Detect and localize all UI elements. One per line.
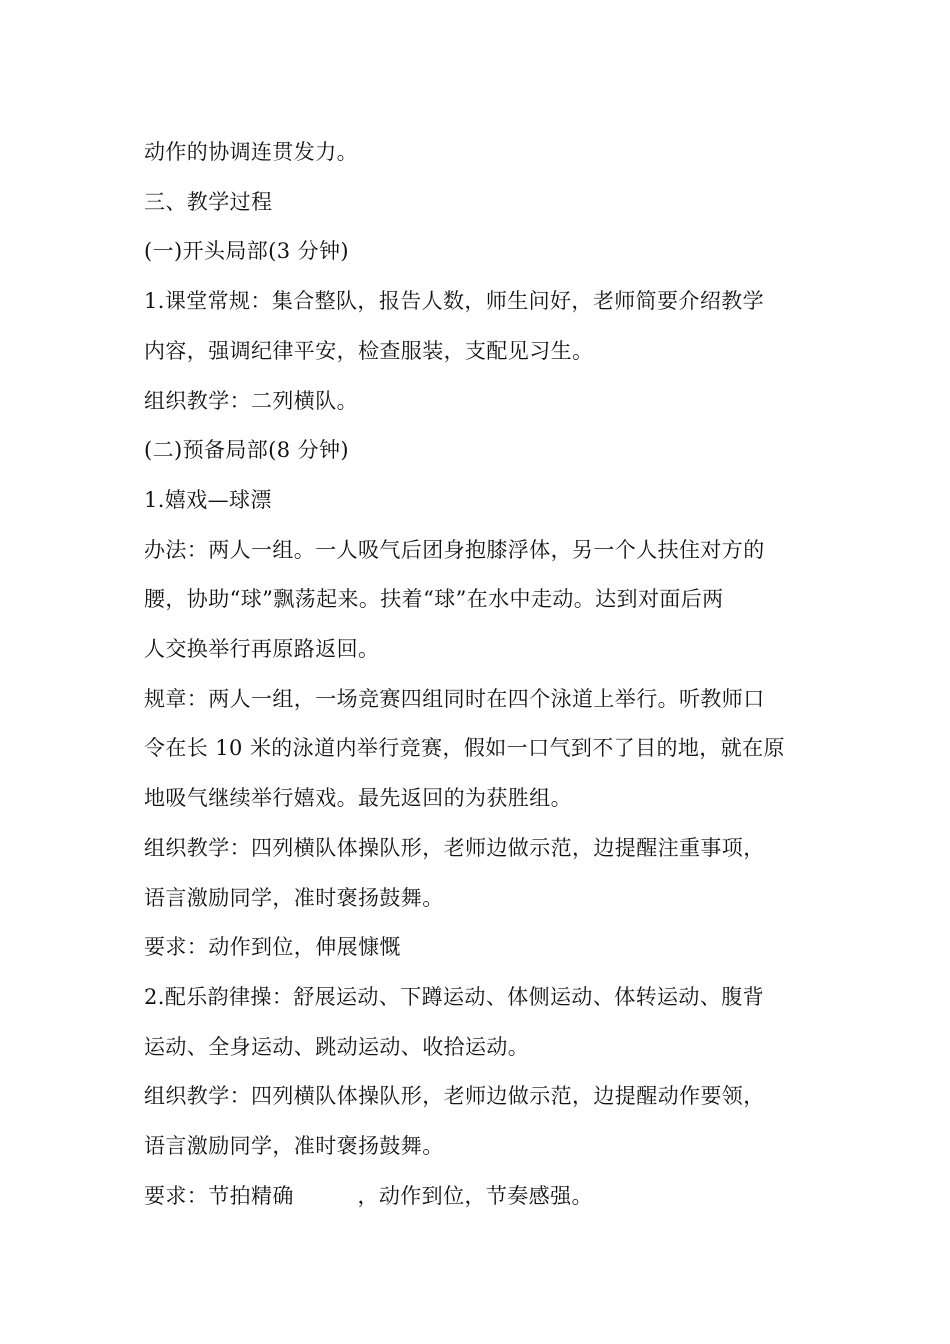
text-line: 腰，协助“球”飘荡起来。扶着“球”在水中走动。达到对面后两 (144, 587, 724, 612)
text-line: 组织教学：四列横队体操队形，老师边做示范，边提醒注重事项， (144, 835, 765, 860)
text-line: 运动、全身运动、跳动运动、收拾运动。 (144, 1034, 530, 1059)
text-line: 内容，强调纪律平安，检查服装，支配见习生。 (144, 338, 594, 363)
item-heading-rhythmic-exercise: 2.配乐韵律操：舒展运动、下蹲运动、体侧运动、体转运动、腹背 (144, 984, 765, 1009)
text-line: 要求：动作到位，伸展慷慨 (144, 935, 401, 960)
text-line: 地吸气继续举行嬉戏。最先返回的为获胜组。 (144, 786, 572, 811)
text-line: 组织教学：二列横队。 (144, 388, 358, 413)
text-line: 语言激励同学，准时褒扬鼓舞。 (144, 1134, 444, 1159)
section-heading-teaching-process: 三、教学过程 (144, 189, 273, 214)
text-line-continuation: 动作的协调连贯发力。 (144, 140, 358, 164)
text-line: 令在长 10 米的泳道内举行竞赛，假如一口气到不了目的地，就在原 (144, 736, 785, 761)
text-line: 规章：两人一组，一场竞赛四组同时在四个泳道上举行。听教师口 (144, 686, 765, 711)
text-line: 1.课堂常规：集合整队，报告人数，师生问好，老师简要介绍教学 (144, 289, 765, 314)
document-body (144, 128, 812, 1221)
text-line: 人交换举行再原路返回。 (144, 637, 380, 662)
subsection-heading-preparation: (二)预备局部(8 分钟) (144, 438, 350, 463)
text-line: 语言激励同学，准时褒扬鼓舞。 (144, 885, 444, 910)
text-line: 办法：两人一组。一人吸气后团身抱膝浮体，另一个人扶住对方的 (144, 537, 765, 562)
item-heading-game: 1.嬉戏—球漂 (144, 487, 272, 512)
text-line: 组织教学：四列横队体操队形，老师边做示范，边提醒动作要领， (144, 1084, 765, 1109)
subsection-heading-opening: (一)开头局部(3 分钟) (144, 239, 350, 264)
text-line: 要求：节拍精确 ，动作到位，节奏感强。 (144, 1183, 593, 1208)
